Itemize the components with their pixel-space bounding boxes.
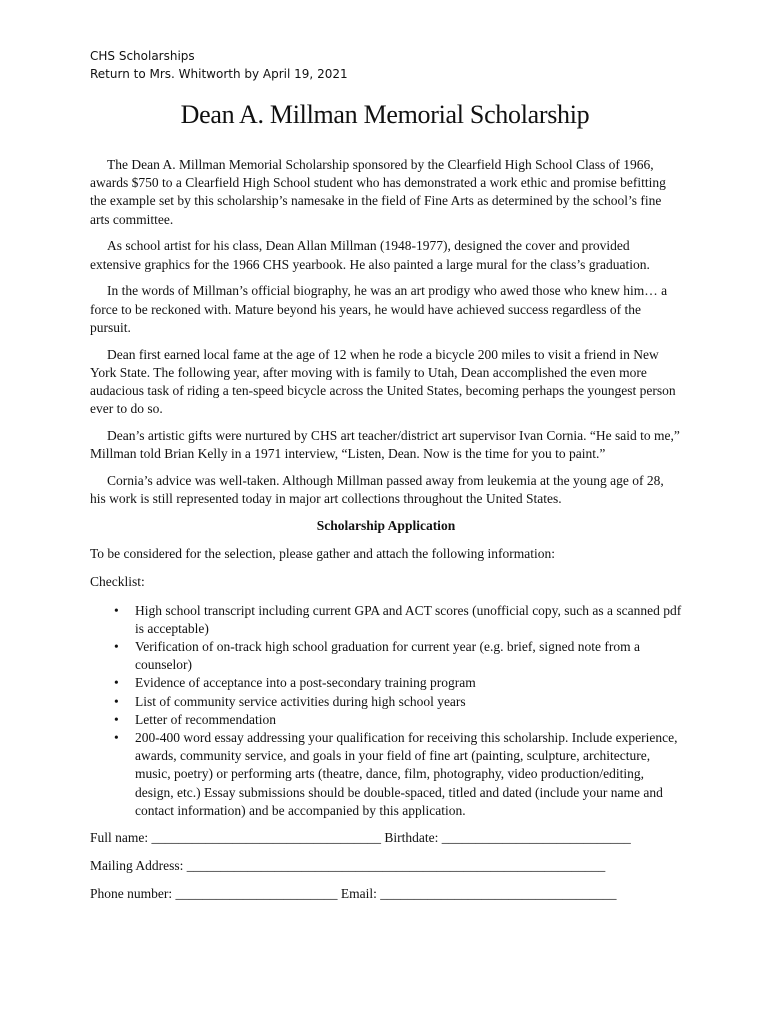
document-body [90, 156, 682, 914]
bullet-icon: • [114, 602, 119, 618]
page-title: Dean A. Millman Memorial Scholarship [180, 100, 590, 129]
paragraph: The Dean A. Millman Memorial Scholarship sponsored by the Clearfield High School Class of 1966, awards $750 to a Clearfield High School student who has demonstrated a work ethic and promise befitting the example set by this scholarship’s namesake in the field of Fine Arts as determined by the school’s fine arts committee. [90, 157, 666, 227]
phone-email-field[interactable]: Phone number: ________________________ Email: ___________________________________ [90, 886, 617, 902]
list-item [90, 674, 682, 692]
bullet-icon: • [114, 693, 119, 709]
list-item-text: 200-400 word essay addressing your qualification for receiving this scholarship. Include experience, awards, community service, and goals in your field of fine art (painting, sculpture, architecture, music, poetry) or performing arts (theatre, dance, film, photography, video production/editing, design, etc.) Essay submissions should be double-spaced, titled and dated (include your name and contact information) and be accompanied by this application. [135, 730, 678, 818]
document-header [90, 47, 348, 83]
section-heading: Scholarship Application [316, 518, 456, 534]
list-item-text: Letter of recommendation [135, 711, 276, 727]
bullet-icon: • [114, 675, 119, 691]
bullet-icon: • [114, 639, 119, 655]
mailing-address-field[interactable]: Mailing Address: ______________________________________________________________ [90, 858, 606, 874]
header-line-1: CHS Scholarships [90, 49, 195, 63]
paragraph: In the words of Millman’s official biography, he was an art prodigy who awed those who knew him… a force to be reckoned with. Mature beyond his years, he would have achieved success regardless of the pursuit. [90, 283, 668, 335]
list-item [90, 711, 682, 729]
list-item [90, 729, 682, 820]
list-item [90, 602, 682, 638]
paragraph: Dean first earned local fame at the age of 12 when he rode a bicycle 200 miles to visit a friend in New York State. The following year, after moving with is family to Utah, Dean accomplished the even more audacious task of riding a ten-speed bicycle across the United States, becoming perhaps the youngest person ever to do so. [90, 346, 676, 417]
list-item-text: High school transcript including current GPA and ACT scores (unofficial copy, such as a scanned pdf is acceptable) [135, 602, 682, 636]
header-line-2: Return to Mrs. Whitworth by April 19, 2021 [90, 67, 348, 81]
list-item-text: Evidence of acceptance into a post-secondary training program [135, 675, 476, 691]
list-item-text: Verification of on-track high school graduation for current year (e.g. brief, signed note from a counselor) [135, 639, 640, 673]
list-item-text: List of community service activities during high school years [135, 693, 466, 709]
application-intro: To be considered for the selection, please gather and attach the following information: [90, 546, 556, 562]
list-item [90, 638, 682, 674]
bullet-icon: • [114, 730, 119, 746]
bullet-icon: • [114, 711, 119, 727]
checklist [90, 602, 682, 820]
paragraph: Cornia’s advice was well-taken. Although Millman passed away from leukemia at the young age of 28, his work is still represented today in major art collections throughout the United States. [90, 473, 664, 507]
full-name-field[interactable]: Full name: __________________________________ Birthdate: ____________________________ [90, 830, 631, 846]
paragraph: Dean’s artistic gifts were nurtured by CHS art teacher/district art supervisor Ivan Cornia. “He said to me,” Millman told Brian Kelly in a 1971 interview, “Listen, Dean. Now is the time for you to paint.” [90, 428, 680, 462]
paragraph: As school artist for his class, Dean Allan Millman (1948-1977), designed the cover and provided extensive graphics for the 1966 CHS yearbook. He also painted a large mural for the class’s graduation. [90, 238, 650, 272]
checklist-label: Checklist: [90, 574, 145, 590]
list-item [90, 693, 682, 711]
